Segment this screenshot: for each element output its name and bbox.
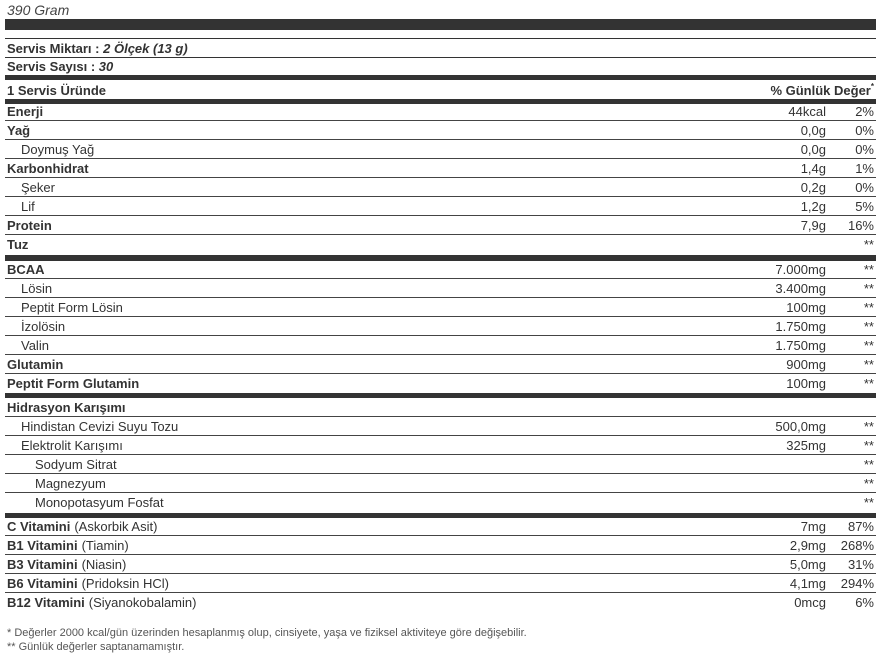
nutrient-daily-value: ** [863,476,874,491]
nutrient-daily-value: ** [863,300,874,315]
nutrient-row [5,574,876,593]
nutrient-daily-value: ** [863,495,874,510]
nutrient-name: Lif [21,199,35,214]
nutrient-amount: 1,2g [800,199,826,214]
divider [5,57,876,58]
column-header-per-serving: 1 Servis Üründe [7,83,106,98]
nutrient-row [5,298,876,317]
nutrient-row [5,121,876,140]
nutrient-name: Tuz [7,237,29,252]
nutrient-daily-value: ** [863,457,874,472]
nutrient-row [5,279,876,298]
nutrient-amount: 100mg [786,300,826,315]
nutrient-row [5,474,876,493]
nutrient-row [5,235,876,254]
nutrient-row [5,260,876,279]
divider [5,38,876,39]
nutrient-name: Hidrasyon Karışımı [7,400,126,415]
nutrient-row [5,536,876,555]
nutrient-daily-value: 6% [855,595,874,610]
nutrient-row [5,140,876,159]
nutrient-daily-value: 31% [847,557,874,572]
nutrient-daily-value: 5% [855,199,874,214]
footnote-not-established: ** Günlük değerler saptanamamıştır. [7,641,185,653]
nutrient-name: Elektrolit Karışımı [21,438,123,453]
nutrient-name: Doymuş Yağ [21,142,95,157]
nutrient-row [5,517,876,536]
nutrient-daily-value: 16% [847,218,874,233]
nutrient-daily-value: 87% [847,519,874,534]
nutrient-amount: 0,2g [800,180,826,195]
nutrient-daily-value: ** [863,357,874,372]
nutrient-amount: 325mg [786,438,826,453]
nutrient-amount: 1,4g [800,161,826,176]
nutrient-row [5,178,876,197]
nutrient-amount: 900mg [786,357,826,372]
nutrient-name: Enerji [7,104,44,119]
servings-per-container: Servis Sayısı : 30 [7,59,114,74]
nutrient-name: Protein [7,218,52,233]
nutrient-row [5,216,876,235]
nutrient-name: Peptit Form Glutamin [7,376,140,391]
nutrient-subname: (Tiamin) [81,538,129,553]
nutrient-daily-value: ** [863,338,874,353]
nutrient-amount: 0,0g [800,142,826,157]
nutrient-name: Valin [21,338,49,353]
nutrient-row [5,159,876,178]
nutrient-name: Sodyum Sitrat [35,457,117,472]
nutrient-amount: 3.400mg [775,281,826,296]
nutrient-amount: 7,9g [800,218,826,233]
nutrient-subname: (Siyanokobalamin) [88,595,197,610]
nutrient-row [5,102,876,121]
nutrient-amount: 0,0g [800,123,826,138]
nutrient-daily-value: ** [863,419,874,434]
nutrient-name: Magnezyum [35,476,106,491]
nutrient-amount: 5,0mg [789,557,826,572]
nutrient-amount: 7mg [800,519,826,534]
nutrient-row [5,493,876,512]
divider-thick [5,19,876,30]
nutrient-daily-value: ** [863,237,874,252]
nutrient-daily-value: 268% [840,538,874,553]
nutrient-amount: 7.000mg [775,262,826,277]
nutrient-daily-value: ** [863,376,874,391]
column-header-daily-value: % Günlük Değer* [770,82,874,98]
nutrient-subname: (Niasin) [81,557,127,572]
nutrient-name: B6 Vitamini [7,576,78,591]
nutrient-amount: 0mcg [794,595,826,610]
nutrient-name: BCAA [7,262,45,277]
nutrient-amount: 44kcal [788,104,826,119]
nutrient-name: Lösin [21,281,53,296]
nutrient-row [5,355,876,374]
package-weight: 390 Gram [7,2,70,18]
nutrient-name: B3 Vitamini [7,557,78,572]
nutrient-name: C Vitamini [7,519,71,534]
divider-medium [5,75,876,80]
nutrient-daily-value: ** [863,319,874,334]
nutrient-name: Glutamin [7,357,64,372]
nutrient-name: Hindistan Cevizi Suyu Tozu [21,419,179,434]
nutrient-row [5,317,876,336]
nutrient-daily-value: ** [863,438,874,453]
nutrient-name: Monopotasyum Fosfat [35,495,164,510]
nutrient-name: Şeker [21,180,55,195]
nutrient-daily-value: ** [863,281,874,296]
serving-size: Servis Miktarı : 2 Ölçek (13 g) [7,41,188,56]
nutrient-name: Yağ [7,123,31,138]
nutrient-daily-value: 1% [855,161,874,176]
nutrient-row [5,455,876,474]
nutrient-row [5,374,876,393]
nutrient-subname: (Askorbik Asit) [74,519,158,534]
nutrient-row [5,197,876,216]
nutrient-row [5,417,876,436]
nutrient-daily-value: 294% [840,576,874,591]
nutrient-name: İzolösin [21,319,66,334]
nutrient-amount: 4,1mg [789,576,826,591]
nutrient-amount: 1.750mg [775,319,826,334]
nutrient-name: Karbonhidrat [7,161,89,176]
nutrient-name: B12 Vitamini [7,595,85,610]
nutrient-name: Peptit Form Lösin [21,300,123,315]
nutrient-amount: 100mg [786,376,826,391]
nutrient-row [5,593,876,612]
footnote-daily-value: * Değerler 2000 kcal/gün üzerinden hesaplanmış olup, cinsiyete, yaşa ve fiziksel aktiviteye göre değişebilir. [7,627,527,639]
nutrient-row [5,398,876,417]
nutrient-daily-value: 0% [855,180,874,195]
nutrient-daily-value: 0% [855,123,874,138]
nutrient-daily-value: ** [863,262,874,277]
nutrient-daily-value: 2% [855,104,874,119]
nutrient-row [5,336,876,355]
nutrient-amount: 2,9mg [789,538,826,553]
nutrient-row [5,555,876,574]
nutrient-row [5,436,876,455]
nutrient-subname: (Pridoksin HCl) [81,576,169,591]
nutrient-name: B1 Vitamini [7,538,78,553]
nutrient-amount: 1.750mg [775,338,826,353]
nutrient-daily-value: 0% [855,142,874,157]
nutrient-amount: 500,0mg [775,419,826,434]
